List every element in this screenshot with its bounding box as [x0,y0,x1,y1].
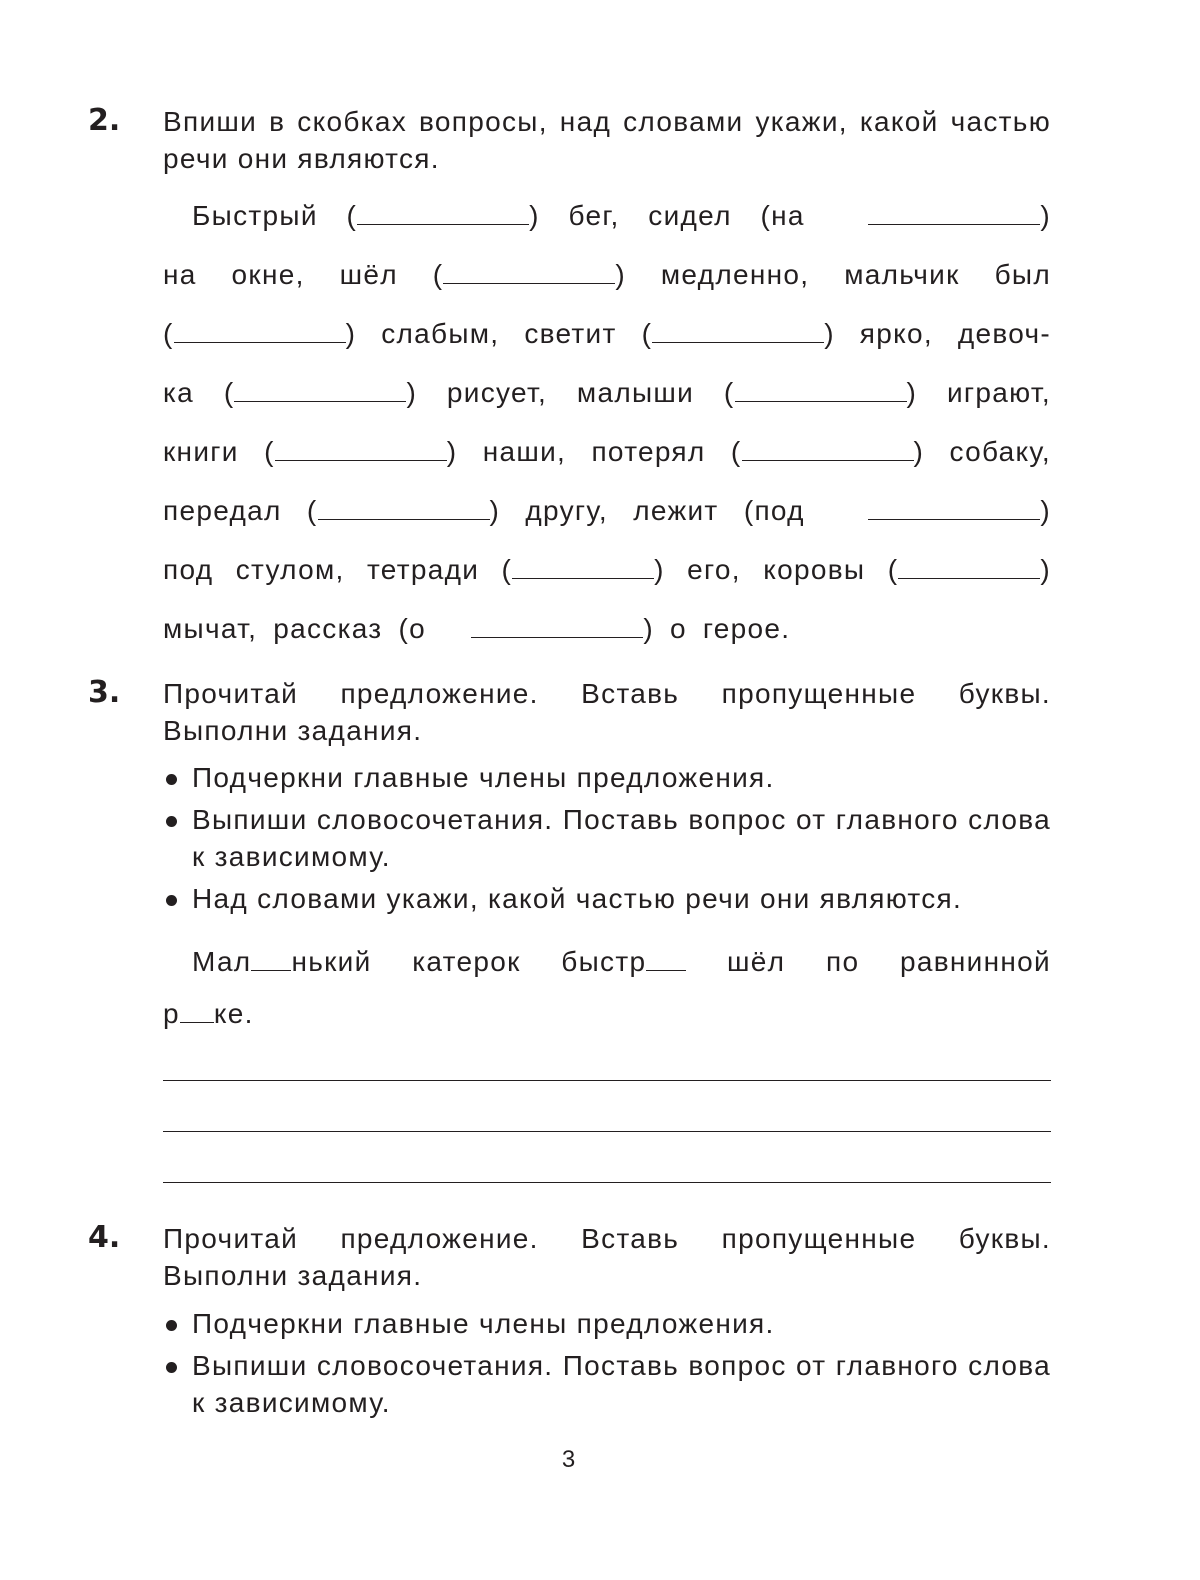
word: ка [163,377,195,408]
exercise-line-4 [163,373,1051,413]
exercise-line-7 [163,550,1051,590]
answer-line-1[interactable] [163,1080,1051,1081]
task-4-bullet-1: Подчеркни главные члены предложения. [163,1305,1051,1342]
word: рисует, [446,377,548,408]
word: малыши [576,377,695,408]
task-2-number: 2. [88,103,121,138]
task-3-number: 3. [88,675,121,710]
task-4-instruction: Прочитай предложение. Вставь пропущенные буквы. Выполни задания. [163,1223,1051,1291]
word: рассказ [273,613,383,644]
word: другу, [525,495,608,526]
task-3-sentence-line-2 [163,994,1051,1034]
word-with-gap[interactable]: быстр [561,942,686,982]
word: был [994,259,1051,290]
word: коровы [763,554,866,585]
blank-field[interactable]: ( ) [723,377,918,408]
word: по [825,946,860,977]
word: под [163,554,214,585]
word: шёл [339,259,398,290]
word: ярко, [859,318,933,349]
exercise-line-1 [192,196,1051,236]
exercise-line-8 [163,609,1051,649]
blank-field[interactable]: ( ) [730,436,925,467]
word: герое. [702,613,791,644]
page-number: 3 [561,1446,576,1473]
blank-field[interactable]: ( ) [346,200,540,231]
answer-line-3[interactable] [163,1182,1051,1183]
bullet-icon [166,774,177,785]
blank-field[interactable]: ( ) [887,554,1051,585]
word: его, [687,554,741,585]
word: девоч- [957,318,1051,349]
task-3-bullet-2: Выпиши словосочетания. Поставь вопрос от главного слова к зависимому. [163,801,1051,875]
word: мычат, [163,613,258,644]
word: потерял [591,436,706,467]
blank-field[interactable]: (под ) [743,495,1051,526]
word: слабым, [381,318,500,349]
word-with-gap[interactable]: р ке. [163,998,254,1029]
exercise-line-2 [163,255,1051,295]
word: лежит [633,495,719,526]
task-4-number: 4. [88,1220,121,1255]
blank-field[interactable]: ( ) [501,554,665,585]
word: собаку, [949,436,1051,467]
task-3-bullet-3: Над словами укажи, какой частью речи они являются. [163,880,1051,917]
word: Быстрый [192,200,318,231]
word: катерок [412,946,521,977]
word: шёл [727,946,786,977]
blank-field[interactable]: ( ) [641,318,835,349]
task-2-instruction: Впиши в скобках вопросы, над словами укажи, какой частью речи они являются. [163,106,1051,174]
blank-field[interactable]: (о ) [398,613,654,644]
word: стулом, [235,554,345,585]
word: книги [163,436,239,467]
task-4-bullet-2: Выпиши словосочетания. Поставь вопрос от главного слова к зависимому. [163,1347,1051,1421]
bullet-icon [166,816,177,827]
word: играют, [946,377,1051,408]
word: равнинной [900,946,1051,977]
word: мальчик [844,259,960,290]
word: тетради [366,554,480,585]
bullet-icon [166,1320,177,1331]
word: наши, [482,436,567,467]
bullet-icon [166,895,177,906]
exercise-line-3 [163,314,1051,354]
bullet-icon [166,1362,177,1373]
exercise-line-5 [163,432,1051,472]
blank-field[interactable]: ( ) [264,436,458,467]
task-3-instruction: Прочитай предложение. Вставь пропущенные буквы. Выполни задания. [163,678,1051,746]
blank-field[interactable]: ( ) [432,259,626,290]
word-with-gap[interactable]: Мал нький [192,946,372,977]
word: бег, [568,200,620,231]
word: на [163,259,197,290]
word: медленно, [660,259,810,290]
task-3-bullet-1: Подчеркни главные члены предложения. [163,759,1051,796]
blank-field[interactable]: ( ) [163,318,357,349]
word: окне, [231,259,305,290]
blank-field[interactable]: ( ) [306,495,501,526]
task-3-sentence-line-1 [192,942,1051,982]
word: светит [524,318,617,349]
word: сидел [648,200,732,231]
word: передал [163,495,282,526]
blank-field[interactable]: ( ) [223,377,418,408]
answer-line-2[interactable] [163,1131,1051,1132]
blank-field[interactable]: (на ) [760,200,1051,231]
word: о [669,613,687,644]
exercise-line-6 [163,491,1051,531]
